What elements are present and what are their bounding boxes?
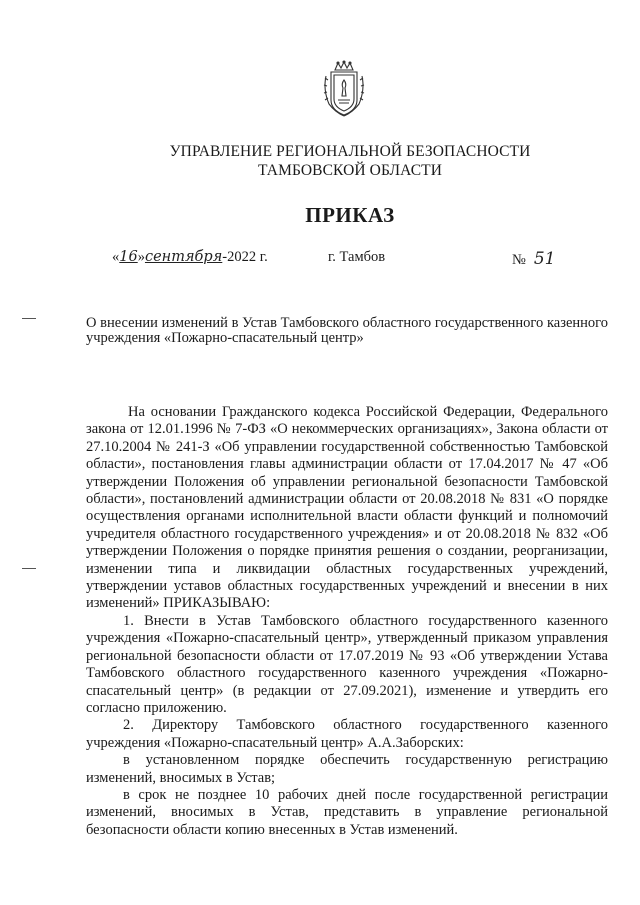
- document-number-value: 51: [533, 249, 556, 269]
- order-item-1: 1. Внести в Устав Тамбовского областного государственного казенного учреждения «Пожарно-спасательный центр», утвержденный приказом управления региональной безопасности области от 17.07.2019 № 93 «Об утверждении Устава Тамбовского областного государственного казенного учреждения «Пожарно-спасательный центр» (в редакции от 27.09.2021), изменение и утвердить его согласно приложению.: [86, 612, 608, 716]
- organization-name: [100, 142, 600, 180]
- margin-punch-mark-top: [22, 318, 36, 319]
- document-city: г. Тамбов: [328, 249, 386, 265]
- document-date: «16»сентября-2022 г.: [112, 249, 268, 265]
- margin-punch-mark-bottom: [22, 568, 36, 569]
- date-open-quote: «: [112, 249, 120, 265]
- order-subitem-submission: в срок не позднее 10 рабочих дней после государственной регистрации изменений, вносимых в Устав, представить в управление региональной безопасности области копию внесенных в Устав изменений.: [86, 786, 608, 838]
- document-subject: О внесении изменений в Устав Тамбовского областного государственного казенного учреждения «Пожарно-спасательный центр»: [86, 315, 608, 346]
- order-subitem-registration: в установленном порядке обеспечить государственную регистрацию изменений, вносимых в Устав;: [86, 752, 608, 786]
- order-item-2: 2. Директору Тамбовского областного государственного казенного учреждения «Пожарно-спасательный центр» А.А.Заборских:: [86, 717, 608, 751]
- organization-name-line-1: УПРАВЛЕНИЕ РЕГИОНАЛЬНОЙ БЕЗОПАСНОСТИ: [169, 143, 531, 160]
- date-close-quote: »: [137, 249, 145, 265]
- document-body: [86, 404, 608, 839]
- preamble-paragraph: На основании Гражданского кодекса Российской Федерации, Федерального закона от 12.01.1996 № 7-ФЗ «О некоммерческих организациях», Закона области от 27.10.2004 № 241-З «Об управлении государственной собственностью Тамбовской области», постановления главы администрации области от 17.04.2017 № 47 «Об утверждении Положения об управлении региональной безопасности Тамбовской области», постановлений администрации области от 20.08.2018 № 831 «О порядке осуществления органами исполнительной власти области функций и полномочий учредителя областного государственного учреждения» и от 20.08.2018 № 832 «Об утверждении Положения о порядке принятия решения о создании, реорганизации, изменении типа и ликвидации областных государственных учреждений, утверждении уставов областных государственных учреждений и внесении в них изменений» ПРИКАЗЫВАЮ:: [86, 404, 608, 612]
- organization-name-line-2: ТАМБОВСКОЙ ОБЛАСТИ: [258, 162, 442, 179]
- date-year: 2022 г.: [227, 249, 268, 265]
- coat-of-arms-icon: [321, 60, 367, 118]
- date-day: 16: [119, 249, 138, 265]
- document-type-title: ПРИКАЗ: [305, 203, 395, 227]
- document-number-label: №: [512, 252, 526, 268]
- date-month: сентября: [144, 249, 223, 265]
- document-number: [512, 249, 555, 269]
